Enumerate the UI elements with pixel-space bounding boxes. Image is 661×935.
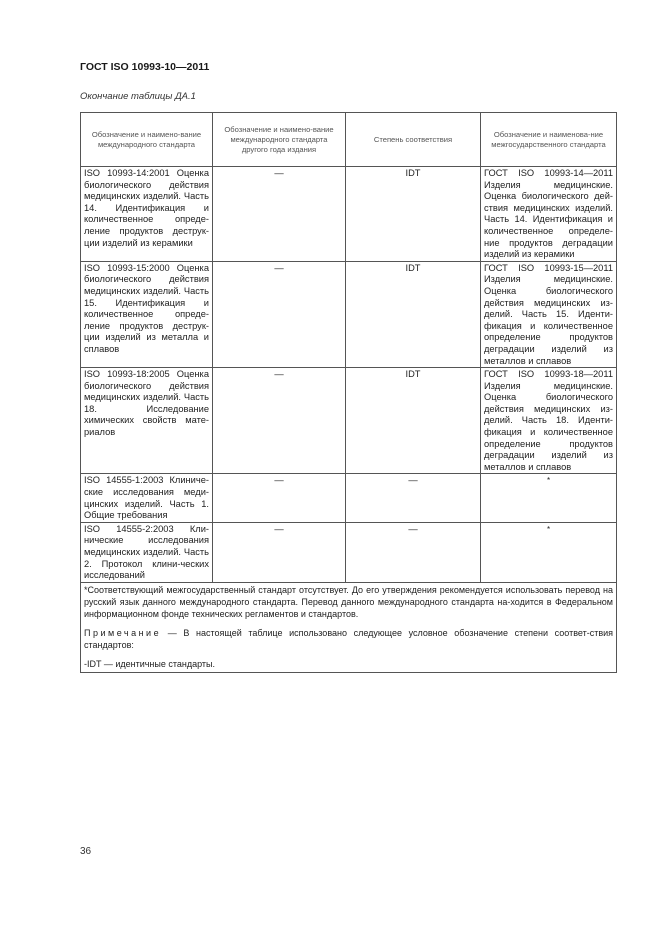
table-row: [81, 261, 617, 367]
column-header-interstate: Обозначение и наименова-ние межгосударственного стандарта: [481, 113, 617, 167]
table-header-row: [81, 113, 617, 167]
cell-other-year: —: [213, 474, 346, 522]
footnote-text: *Соответствующий межгосударственный стандарт отсутствует. До его утверждения рекомендуется использовать перевод на русский язык данного международного стандарта. Перевод данного международного стандарта на-ходится в Федеральном информационном фонде технических регламентов и стандартов.: [84, 584, 613, 619]
column-header-other-year: Обозначение и наимено-вание международного стандарта другого года издания: [213, 113, 346, 167]
note-paragraph: [84, 627, 613, 651]
cell-interstate-standard: ГОСТ ISO 10993-14—2011 Изделия медицинские. Оценка биологического дей-ствия медицинских изделий. Часть 14. Идентификация и количественное определе-ние продуктов деградации изделий из керамики: [481, 167, 617, 262]
column-header-degree: Степень соответствия: [346, 113, 481, 167]
cell-interstate-standard: ГОСТ ISO 10993-18—2011 Изделия медицинские. Оценка биологического действия медицинских из-делий. Часть 18. Иденти-фикация и количественное определение продуктов деградации изделий из металлов и сплавов: [481, 368, 617, 474]
cell-other-year: —: [213, 261, 346, 367]
cell-intl-standard: ISO 10993-18:2005 Оценка биологического действия медицинских изделий. Часть 18. Исследование химических свойств мате-риалов: [81, 368, 213, 474]
cell-intl-standard: ISO 14555-2:2003 Кли-нические исследования медицинских изделий. Часть 2. Протокол клини-ческих исследований: [81, 522, 213, 582]
cell-intl-standard: ISO 14555-1:2003 Клиниче-ские исследования меди-цинских изделий. Часть 1. Общие требования: [81, 474, 213, 522]
table-footnote-cell: [81, 582, 617, 672]
cell-other-year: —: [213, 522, 346, 582]
table-row: [81, 368, 617, 474]
cell-other-year: —: [213, 368, 346, 474]
cell-other-year: —: [213, 167, 346, 262]
standards-table: [80, 112, 617, 673]
document-header: ГОСТ ISO 10993-10—2011: [80, 61, 210, 73]
cell-interstate-standard: *: [481, 522, 617, 582]
legend-text: -IDT — идентичные стандарты.: [84, 658, 216, 669]
cell-interstate-standard: *: [481, 474, 617, 522]
cell-interstate-standard: ГОСТ ISO 10993-15—2011 Изделия медицинские. Оценка биологического действия медицинских из-делий. Часть 15. Иденти-фикация и количественное определение продуктов деградации изделий из металлов и сплавов: [481, 261, 617, 367]
cell-degree: IDT: [346, 261, 481, 367]
note-label: Примечание: [84, 627, 162, 638]
cell-intl-standard: ISO 10993-14:2001 Оценка биологического действия медицинских изделий. Часть 14. Идентификация и количественное опреде-ление продуктов деструк-ции изделий из керамики: [81, 167, 213, 262]
column-header-intl: Обозначение и наимено-вание международного стандарта: [81, 113, 213, 167]
table-row: [81, 522, 617, 582]
cell-intl-standard: ISO 10993-15:2000 Оценка биологического действия медицинских изделий. Часть 15. Идентификация и количественное опреде-ление продуктов деструк-ции изделий из металла и сплавов: [81, 261, 213, 367]
table-row: [81, 474, 617, 522]
cell-degree: IDT: [346, 167, 481, 262]
cell-degree: IDT: [346, 368, 481, 474]
page-number: 36: [80, 846, 92, 857]
note-text: — В настоящей таблице использовано следующее условное обозначение степени соответ-ствия стандартов:: [84, 627, 613, 650]
cell-degree: —: [346, 474, 481, 522]
cell-degree: —: [346, 522, 481, 582]
table-caption: Окончание таблицы ДА.1: [80, 91, 196, 102]
table-footer-row: [81, 582, 617, 672]
table-row: [81, 167, 617, 262]
